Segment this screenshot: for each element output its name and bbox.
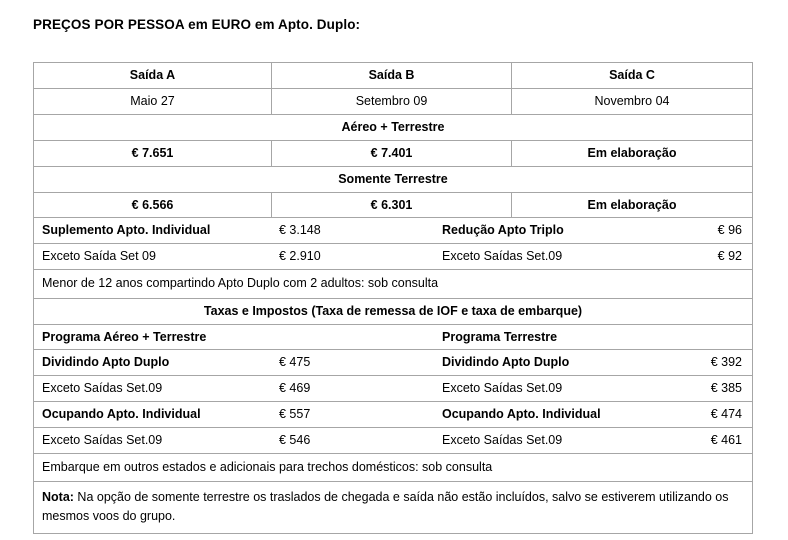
terrestre-price-a: € 6.566 [131,197,174,212]
terrestre-price-b: € 6.301 [370,197,413,212]
table-row-tax-individual [34,402,753,428]
tax-row-2-left-value: € 557 [279,407,311,422]
table-row-terrestre-heading [34,166,753,192]
tax-row-1-left-label: Exceto Saídas Set.09 [42,381,163,396]
footnote-label: Nota: [42,490,74,505]
table-row-taxes-column-headers [34,324,753,350]
supplement-except-cell [34,244,753,270]
aereo-price-b: € 7.401 [370,145,413,160]
departure-label-c-cell [512,63,753,89]
table-row-supplement-except [34,244,753,270]
taxes-column-headers-cell [34,324,753,350]
departure-label-b-cell [272,63,512,89]
tax-row-0-left-value: € 475 [279,355,311,370]
supplement-individual-cell [34,218,753,244]
tax-row-0-right-value: € 392 [710,355,742,370]
table-row-boarding-note [34,453,753,482]
tax-row-3 [34,428,752,453]
aereo-price-c-cell [512,140,753,166]
departure-label-a: Saída A [129,68,176,83]
departure-date-b-cell [272,89,512,115]
aereo-price-a: € 7.651 [131,145,174,160]
child-policy-cell [34,270,753,299]
tax-row-0-right-label: Dividindo Apto Duplo [442,355,570,370]
taxes-heading: Taxas e Impostos (Taxa de remessa de IOF e taxa de embarque) [203,303,583,318]
table-row-departure-dates [34,89,753,115]
tax-row-2-right-label: Ocupando Apto. Individual [442,407,601,422]
boarding-note-text: Embarque em outros estados e adicionais para trechos domésticos: sob consulta [42,459,493,474]
tax-row-3-right-value: € 461 [710,433,742,447]
aereo-price-b-cell [272,140,512,166]
aereo-price-c: Em elaboração [587,145,677,160]
footnote-text: Na opção de somente terrestre os traslados de chegada e saída não estão incluídos, salvo se estiverem utilizando os mesmos voos do grupo. [42,490,729,524]
aereo-terrestre-heading: Aéreo + Terrestre [341,119,445,134]
table-row-terrestre-prices [34,192,753,218]
departure-date-c: Novembro 04 [594,94,670,108]
departure-date-c-cell [512,89,753,115]
somente-terrestre-heading: Somente Terrestre [338,171,448,186]
departure-label-a-cell [34,63,272,89]
tax-row-2-cell [34,402,753,428]
tax-row-3-cell [34,428,753,454]
terrestre-price-b-cell [272,192,512,218]
table-row-footnote [34,482,753,534]
departure-label-c: Saída C [609,68,655,83]
supplement-except-label: Exceto Saída Set 09 [42,249,156,264]
taxes-column-header-left: Programa Aéreo + Terrestre [42,329,207,344]
boarding-note-cell [34,453,753,482]
reduction-triple-label: Redução Apto Triplo [442,223,564,238]
tax-row-1 [34,376,752,401]
table-row-supplement-individual [34,218,753,244]
aereo-terrestre-heading-cell [34,114,753,140]
departure-date-b: Setembro 09 [355,94,428,108]
departure-date-a: Maio 27 [130,94,175,108]
table-row-aereo-prices [34,140,753,166]
table-row-tax-individual-except [34,428,753,454]
tax-row-1-right-label: Exceto Saídas Set.09 [442,381,563,396]
taxes-column-header-right: Programa Terrestre [442,329,558,344]
tax-row-0-left-label: Dividindo Apto Duplo [42,355,170,370]
supplement-except-value: € 2.910 [279,249,321,264]
tax-row-2 [34,402,752,427]
tax-row-0-cell [34,350,753,376]
supplement-individual-row [34,218,752,243]
page-title: PREÇOS POR PESSOA em EURO em Apto. Duplo: [33,17,361,32]
price-table [33,62,753,534]
tax-row-1-right-value: € 385 [710,381,742,396]
reduction-except-label: Exceto Saídas Set.09 [442,249,563,264]
taxes-heading-cell [34,298,753,324]
table-row-departure-labels [34,63,753,89]
terrestre-price-c: Em elaboração [587,197,677,212]
tax-row-3-right-label: Exceto Saídas Set.09 [442,433,563,447]
terrestre-price-a-cell [34,192,272,218]
table-row-child-policy [34,270,753,299]
somente-terrestre-heading-cell [34,166,753,192]
reduction-except-value: € 92 [717,249,742,264]
supplement-individual-label: Suplemento Apto. Individual [42,223,211,238]
table-row-tax-duplo-except [34,376,753,402]
tax-row-0 [34,350,752,375]
taxes-column-headers-row [34,325,752,350]
table-row-aereo-heading [34,114,753,140]
footnote-cell [34,482,753,534]
reduction-triple-value: € 96 [717,223,742,238]
table-row-tax-duplo-aereo [34,350,753,376]
aereo-price-a-cell [34,140,272,166]
supplement-except-row [34,244,752,269]
tax-row-2-right-value: € 474 [710,407,742,422]
departure-date-a-cell [34,89,272,115]
tax-row-2-left-label: Ocupando Apto. Individual [42,407,201,422]
footnote [34,482,752,533]
terrestre-price-c-cell [512,192,753,218]
supplement-individual-value: € 3.148 [279,223,321,238]
tax-row-3-left-value: € 546 [279,433,311,447]
departure-label-b: Saída B [368,68,415,83]
tax-row-1-cell [34,376,753,402]
tax-row-3-left-label: Exceto Saídas Set.09 [42,433,163,447]
tax-row-1-left-value: € 469 [279,381,311,396]
child-policy-text: Menor de 12 anos compartindo Apto Duplo com 2 adultos: sob consulta [42,276,439,291]
table-row-taxes-heading [34,298,753,324]
